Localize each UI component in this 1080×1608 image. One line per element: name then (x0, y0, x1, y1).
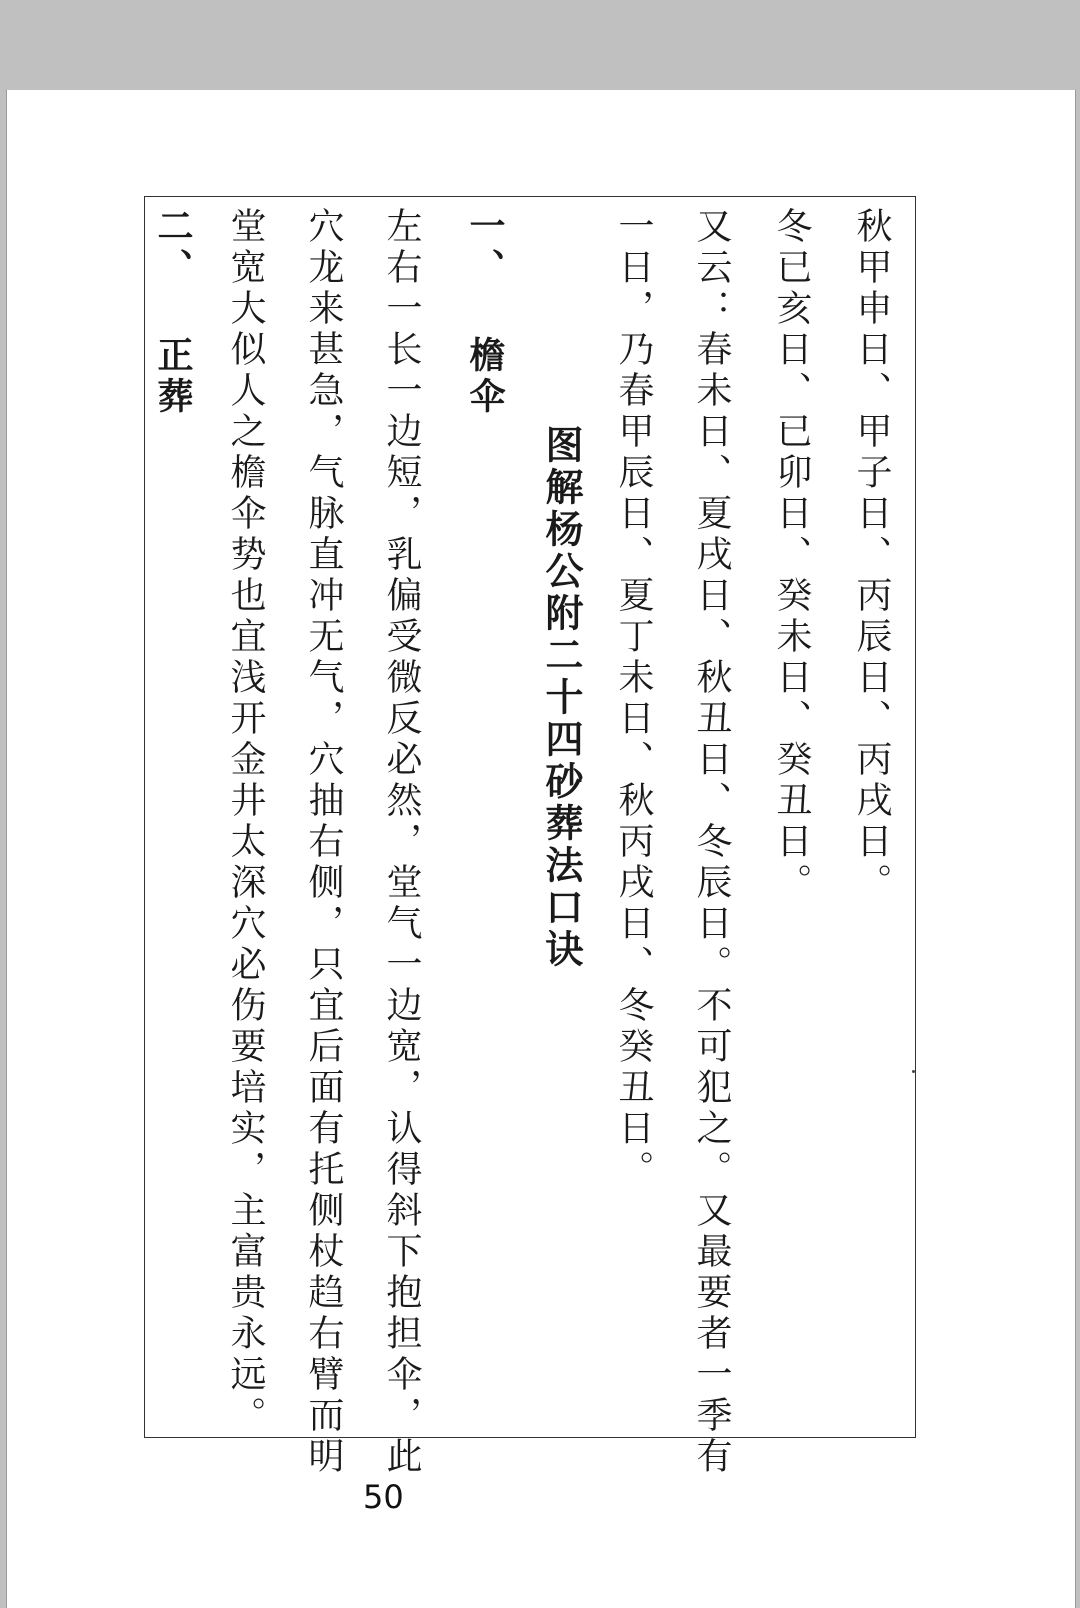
stray-mark (912, 1070, 915, 1073)
document-page (6, 90, 1076, 1608)
text-column-1: 秋甲申日、甲子日、丙辰日、丙戌日。 (851, 207, 892, 904)
section-title: 图解杨公附二十四砂葬法口诀 (539, 425, 584, 971)
text-frame (144, 196, 916, 1478)
section1-line-3: 堂宽大似人之檐伞势也宜浅开金井太深穴必伤要培实，主富贵永远。 (225, 207, 266, 1437)
page-number: 50 (363, 1478, 404, 1516)
section1-line-1: 左右一长一边短，乳偏受微反必然，堂气一边宽，认得斜下抱担伞，此 (381, 207, 422, 1478)
section2-heading: 二、 正葬 (152, 207, 194, 418)
text-column-4: 一日，乃春甲辰日、夏丁未日、秋丙戌日、冬癸丑日。 (613, 207, 654, 1191)
section1-heading: 一、 檐伞 (464, 207, 506, 418)
text-column-2: 冬已亥日、已卯日、癸未日、癸丑日。 (771, 207, 812, 904)
section1-line-2: 穴龙来甚急，气脉直冲无气，穴抽右侧，只宜后面有托侧杖趋右臂而明 (303, 207, 344, 1478)
text-column-3: 又云：春未日、夏戌日、秋丑日、冬辰日。不可犯之。又最要者一季有 (691, 207, 732, 1478)
